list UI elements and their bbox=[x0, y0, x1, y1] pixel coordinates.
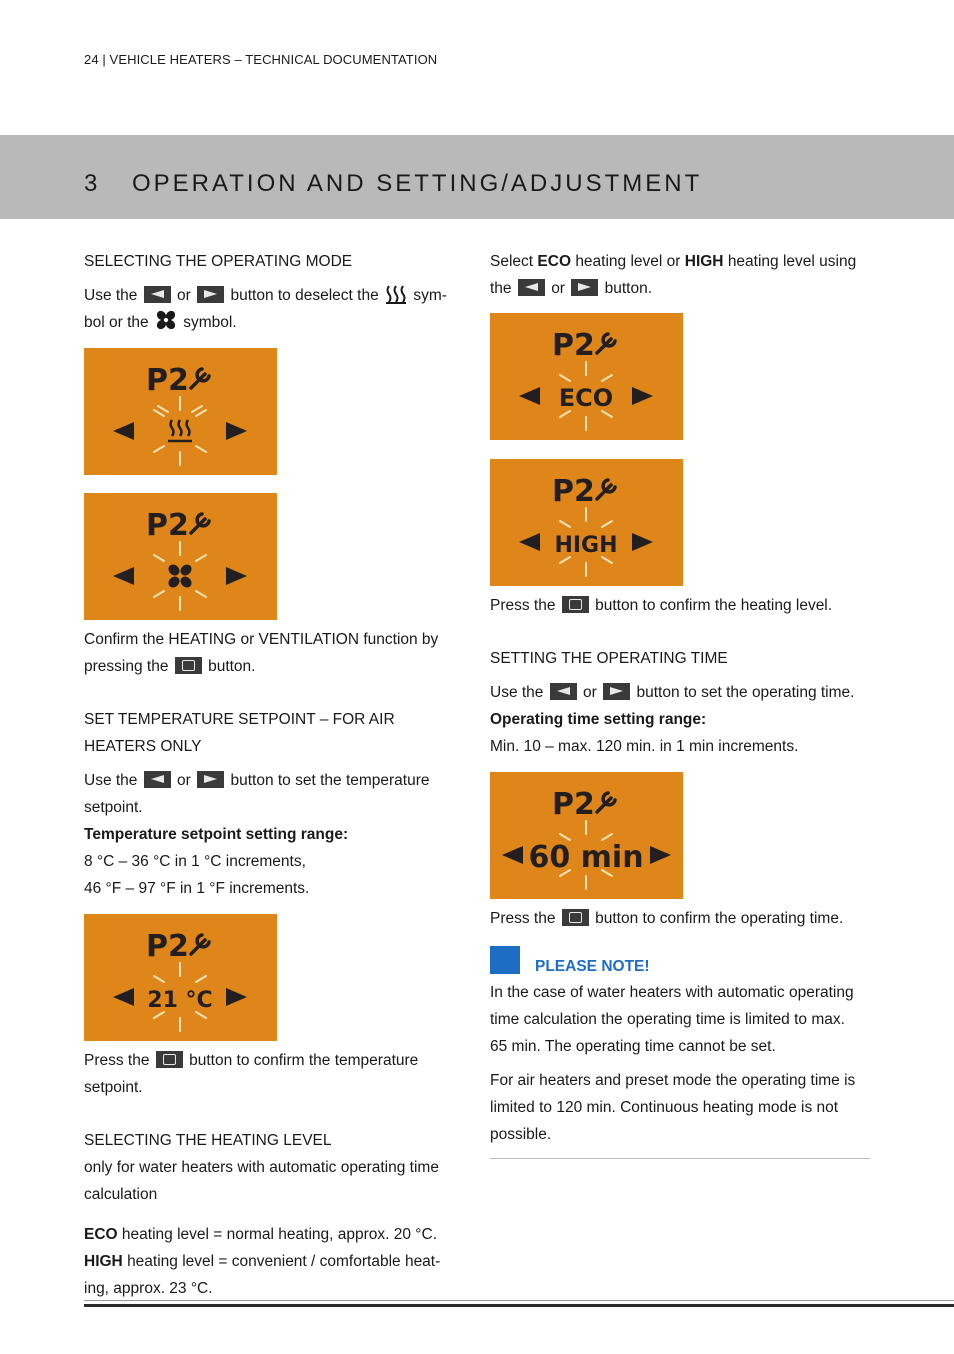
paragraph: Use the or button to deselect the sym- bol or the symbol. bbox=[84, 282, 464, 336]
left-column bbox=[84, 248, 464, 1302]
wrench-icon bbox=[191, 514, 209, 533]
display-temperature bbox=[84, 914, 277, 1041]
display-label: P2 bbox=[552, 787, 595, 822]
note-icon bbox=[490, 946, 520, 974]
display-eco-level bbox=[490, 313, 683, 440]
paragraph: Press the button to confirm the temperature setpoint. bbox=[84, 1052, 419, 1096]
right-arrow-icon bbox=[226, 567, 247, 585]
note-title: PLEASE NOTE! bbox=[535, 958, 650, 975]
paragraph: Use the or button to set the temperature setpoint. Temperature setpoint setting range: 8 °C – 36 °C in 1 °C increments, 46 °F – 97 °F in 1 °F increments. bbox=[84, 772, 430, 897]
display-operating-time bbox=[490, 772, 683, 899]
left-arrow-icon bbox=[502, 846, 523, 864]
display-high-level bbox=[490, 459, 683, 586]
left-arrow-button-icon bbox=[144, 771, 171, 788]
right-arrow-button-icon bbox=[197, 771, 224, 788]
left-arrow-icon bbox=[113, 567, 134, 585]
right-arrow-icon bbox=[650, 846, 671, 864]
right-arrow-button-icon bbox=[603, 683, 630, 700]
left-arrow-button-icon bbox=[518, 279, 545, 296]
section-heading: SELECTING THE HEATING LEVEL bbox=[84, 1132, 332, 1149]
running-header: 24 | VEHICLE HEATERS – TECHNICAL DOCUMENTATION bbox=[84, 52, 438, 67]
display-value: 60 min bbox=[528, 840, 644, 875]
display-value: ECO bbox=[558, 384, 614, 412]
display-value: 21 °C bbox=[147, 988, 213, 1013]
left-arrow-icon bbox=[519, 533, 540, 551]
display-label: P2 bbox=[552, 328, 595, 363]
right-arrow-button-icon bbox=[197, 286, 224, 303]
paragraph: Use the or button to set the operating time. Operating time setting range: Min. 10 – max. 120 min. in 1 min increments. bbox=[490, 684, 855, 755]
paragraph: only for water heaters with automatic operating time calculation bbox=[84, 1159, 439, 1203]
ok-button-icon bbox=[562, 596, 589, 613]
display-heating-mode bbox=[84, 348, 277, 475]
section-heading: SET TEMPERATURE SETPOINT – FOR AIR HEATERS ONLY bbox=[84, 711, 395, 755]
section-heading: SELECTING THE OPERATING MODE bbox=[84, 253, 353, 270]
paragraph: Select ECO heating level or HIGH heating level using the or button. bbox=[490, 253, 857, 297]
range-title: Operating time setting range: bbox=[490, 711, 707, 728]
display-label: P2 bbox=[146, 363, 189, 398]
paragraph: Press the button to confirm the operating time. bbox=[490, 910, 844, 927]
left-arrow-button-icon bbox=[144, 286, 171, 303]
note-paragraph: For air heaters and preset mode the operating time is limited to 120 min. Continuous heating mode is not possible. bbox=[490, 1072, 856, 1143]
right-arrow-icon bbox=[632, 387, 653, 405]
wrench-icon bbox=[191, 369, 209, 388]
wrench-icon bbox=[597, 334, 615, 353]
right-arrow-icon bbox=[226, 988, 247, 1006]
wrench-icon bbox=[191, 935, 209, 954]
footer-rule-thin bbox=[84, 1300, 954, 1301]
ok-button-icon bbox=[175, 657, 202, 674]
right-column bbox=[490, 248, 872, 1148]
ok-button-icon bbox=[156, 1051, 183, 1068]
fan-symbol-icon bbox=[166, 562, 194, 590]
heating-symbol-icon bbox=[168, 420, 192, 441]
paragraph: Press the button to confirm the heating level. bbox=[490, 597, 833, 614]
range-title: Temperature setpoint setting range: bbox=[84, 826, 349, 843]
ok-button-icon bbox=[562, 909, 589, 926]
display-value: HIGH bbox=[554, 533, 618, 558]
chapter-title bbox=[84, 170, 702, 198]
left-arrow-button-icon bbox=[550, 683, 577, 700]
footer-rule-thick bbox=[84, 1304, 954, 1307]
right-arrow-icon bbox=[632, 533, 653, 551]
paragraph: Confirm the HEATING or VENTILATION function by pressing the button. bbox=[84, 631, 439, 675]
paragraph: ECO heating level = normal heating, approx. 20 °C. HIGH heating level = convenient / comfortable heat- ing, approx. 23 °C. bbox=[84, 1226, 441, 1297]
display-label: P2 bbox=[146, 508, 189, 543]
left-arrow-icon bbox=[519, 387, 540, 405]
note-paragraph: In the case of water heaters with automatic operating time calculation the operating time is limited to max. 65 min. The operating time cannot be set. bbox=[490, 984, 854, 1055]
chapter-title-text: OPERATION AND SETTING/ADJUSTMENT bbox=[132, 170, 703, 197]
display-ventilation-mode bbox=[84, 493, 277, 620]
left-arrow-icon bbox=[113, 422, 134, 440]
fan-symbol-icon bbox=[155, 309, 177, 331]
note-block bbox=[490, 946, 872, 1148]
wrench-icon bbox=[597, 793, 615, 812]
section-heading: SETTING THE OPERATING TIME bbox=[490, 650, 728, 667]
display-label: P2 bbox=[146, 929, 189, 964]
note-divider bbox=[490, 1158, 870, 1159]
display-label: P2 bbox=[552, 474, 595, 509]
left-arrow-icon bbox=[113, 988, 134, 1006]
blink-rays-icon bbox=[154, 397, 206, 465]
wrench-icon bbox=[597, 480, 615, 499]
heating-symbol-icon bbox=[385, 284, 407, 304]
right-arrow-button-icon bbox=[571, 279, 598, 296]
chapter-number: 3 bbox=[84, 170, 101, 197]
right-arrow-icon bbox=[226, 422, 247, 440]
